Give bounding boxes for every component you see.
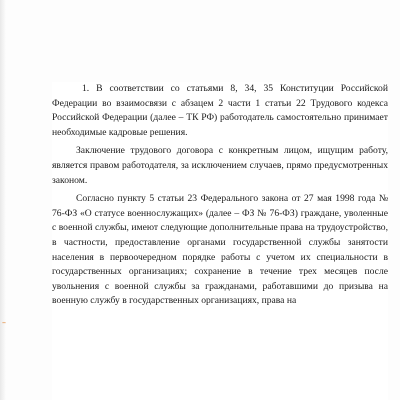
paragraph-3: Согласно пункту 5 статьи 23 Федерального закона от 27 мая 1998 года № 76-ФЗ «О статусе военнослужащих» (далее – ФЗ № 76-ФЗ) граждане, уволенные с военной службы, имеют следующие дополнительные права на трудоустройство, в частности, предоставление органами государственной службы занятости населения в первоочередном порядке работы с учетом их специальности в государственных организациях; сохранение в течение трех месяцев после увольнения с военной службы за гражданами, работавшими до призыва на военную службу в государственных организациях, права на (52, 193, 388, 307)
window-left-edge (0, 0, 6, 400)
document-page[interactable] (52, 82, 388, 400)
paragraph-1: 1. В соответствии со статьями 8, 34, 35 Конституции Российской Федерации во взаимосвязи с абзацем 2 части 1 статьи 22 Трудового кодекса Российской Федерации (далее – ТК РФ) работодатель самостоятельно принимает необходимые кадровые решения. (52, 83, 388, 138)
paragraph-2: Заключение трудового договора с конкретным лицом, ищущим работу, является правом работодателя, за исключением случаев, прямо предусмотренных законом. (52, 145, 388, 186)
margin-marker: – (2, 318, 6, 327)
